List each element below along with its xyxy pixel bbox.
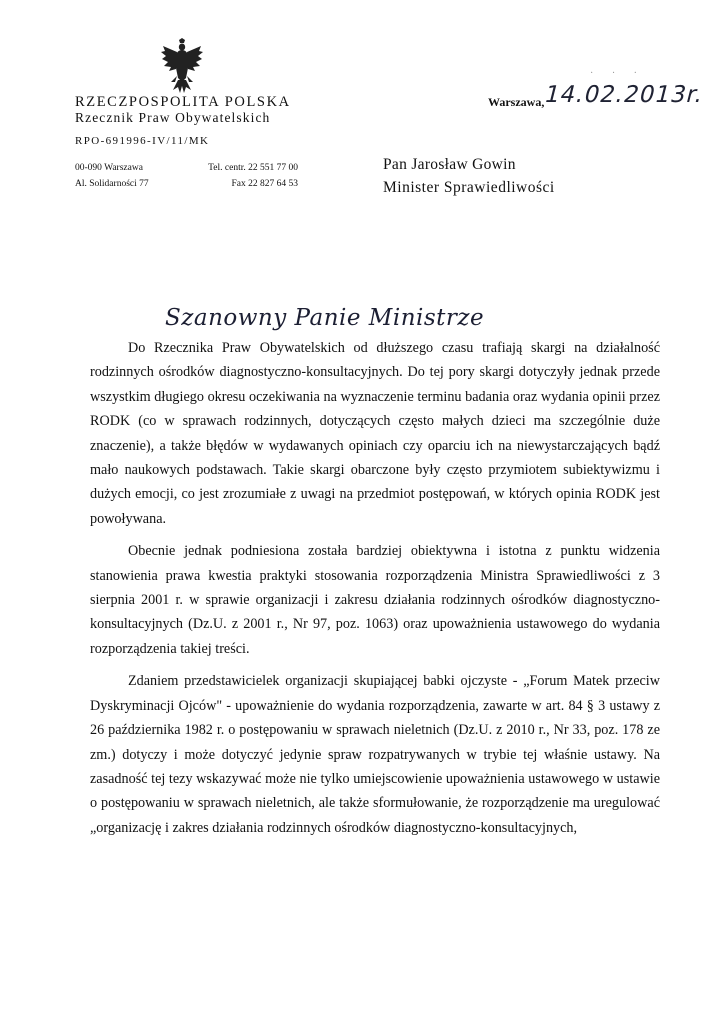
- org-name: RZECZPOSPOLITA POLSKA: [75, 94, 291, 110]
- recipient-name: Pan Jarosław Gowin: [383, 156, 516, 173]
- org-subname: Rzecznik Praw Obywatelskich: [75, 110, 271, 125]
- body-paragraph-3: Zdaniem przedstawicielek organizacji skupiającej babki ojczyste - „Forum Matek przeciw Dyskryminacji Ojców" - upoważnienie do wydania rozporządzenia, zawarte w art. 84 § 3 ustawy z 26 października 1982 r. o postępowaniu w sprawach nieletnich (Dz.U. z 2010 r., Nr 33, poz. 178 ze zm.) dotyczy i może dotyczyć jedynie spraw rozpatrywanych w trybie tej właśnie ustawy. Na zasadność tej tezy wskazywać może nie tylko umiejscowienie upoważnienia ustawowego w ustawie o postępowaniu w sprawach nieletnich, ale także sformułowanie, że rozporządzenie ma uregulować „organizację i zakres działania rodzinnych ośrodków diagnostyczno-konsultacyjnych,: [90, 673, 660, 836]
- handwritten-greeting: Szanowny Panie Ministrze: [165, 305, 485, 331]
- eagle-emblem-icon: [160, 38, 204, 94]
- decorative-dots: · · ·: [590, 68, 645, 79]
- phone-number: Tel. centr. 22 551 77 00: [208, 163, 298, 173]
- handwritten-date: 14.02.2013r.: [541, 82, 707, 108]
- address-city: 00-090 Warszawa: [75, 163, 143, 173]
- place-label: Warszawa,: [488, 95, 545, 109]
- address-street: Al. Solidarności 77: [75, 179, 149, 189]
- letter-body: [90, 336, 660, 848]
- fax-number: Fax 22 827 64 53: [231, 179, 298, 189]
- body-paragraph-1: Do Rzecznika Praw Obywatelskich od dłuższego czasu trafiają skargi na działalność rodzinnych ośrodków diagnostyczno-konsultacyjnych. Do tej pory skargi dotyczyły jednak przede wszystkim długiego okresu oczekiwania na wyznaczenie terminu badania oraz wydania opinii przez RODK (co w sprawach rodzinnych, dotyczących często małych dzieci ma szczególnie duże znaczenie), a także błędów w wydawanych opiniach czy oparciu ich na niewystarczających bądź mało naukowych podstawach. Takie skargi obarczone były często przymiotem subiektywizmu i dużych emocji, co jest zrozumiałe z uwagi na przedmiot postępowań, w których opinia RODK jest powoływana.: [90, 340, 660, 527]
- reference-number: RPO-691996-IV/11/MK: [75, 135, 210, 147]
- body-paragraph-2: Obecnie jednak podniesiona została bardziej obiektywna i istotna z punktu widzenia stanowienia prawa kwestia praktyki stosowania rozporządzenia Ministra Sprawiedliwości z 3 sierpnia 2001 r. w sprawie organizacji i zakresu działania rodzinnych ośrodków diagnostyczno-konsultacyjnych (Dz.U. z 2001 r., Nr 97, poz. 1063) oraz upoważnienia ustawowego do wydania rozporządzenia takiej treści.: [90, 543, 660, 657]
- recipient-title: Minister Sprawiedliwości: [383, 179, 555, 196]
